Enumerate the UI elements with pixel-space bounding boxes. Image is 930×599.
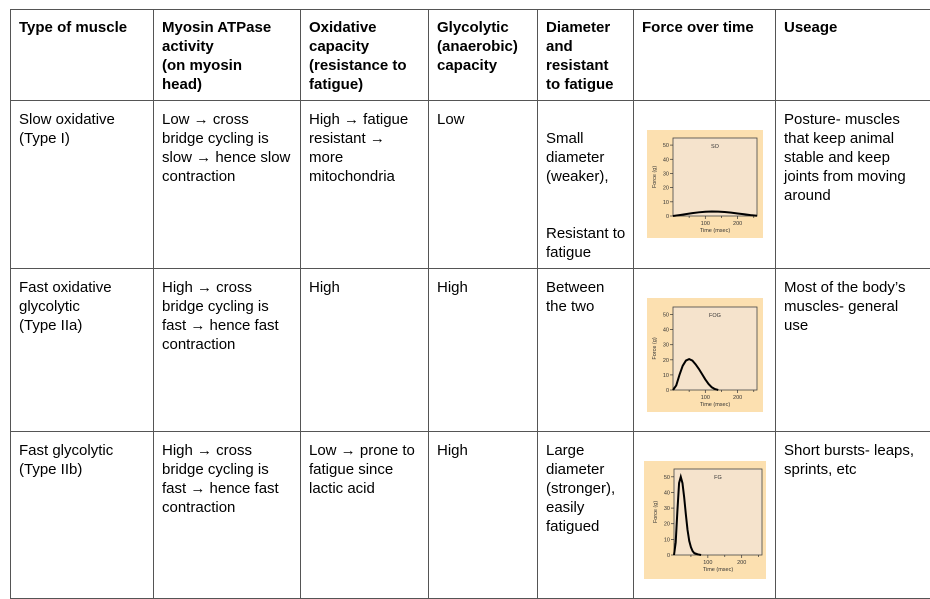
cell-usage: Short bursts- leaps, sprints, etc <box>776 432 930 599</box>
y-tick-label: 0 <box>665 214 668 220</box>
header-type: Type of muscle <box>11 10 154 101</box>
diameter-fatigue: Resistant to fatigue <box>546 225 625 261</box>
cell-type: Fast oxidative glycolytic (Type IIa) <box>11 269 154 432</box>
header-row <box>11 10 930 101</box>
cell-force-graph <box>634 269 776 432</box>
cell-oxidative: Low → prone to fatigue since lactic acid <box>301 432 429 599</box>
series-label: SO <box>711 144 720 150</box>
table-row <box>11 432 930 599</box>
y-tick-label: 50 <box>663 475 669 481</box>
header-atpase: Myosin ATPase activity (on myosin head) <box>154 10 301 101</box>
header-glycolytic: Glycolytic (anaerobic) capacity <box>429 10 538 101</box>
force-graph-so <box>647 130 763 238</box>
plot-area <box>673 307 757 390</box>
y-axis-label: Force (g) <box>653 501 659 523</box>
table-row <box>11 269 930 432</box>
header-oxidative: Oxidative capacity (resistance to fatigue) <box>301 10 429 101</box>
cell-glycolytic: High <box>429 432 538 599</box>
plot-area <box>674 469 762 555</box>
y-tick-label: 40 <box>662 328 668 334</box>
y-tick-label: 20 <box>662 186 668 192</box>
cell-type: Fast glycolytic (Type IIb) <box>11 432 154 599</box>
x-tick-label: 100 <box>703 560 712 566</box>
x-axis-label: Time (msec) <box>699 228 730 234</box>
cell-atpase: High → cross bridge cycling is fast → hence fast contraction <box>154 432 301 599</box>
x-tick-label: 100 <box>700 221 709 227</box>
x-tick-label: 100 <box>700 395 709 401</box>
x-tick-label: 200 <box>737 560 746 566</box>
diameter-size: Small diameter (weaker), <box>546 130 609 185</box>
cell-oxidative: High → fatigue resistant → more mitochondria <box>301 101 429 269</box>
y-tick-label: 30 <box>662 343 668 349</box>
y-tick-label: 50 <box>662 143 668 149</box>
force-graph-fog <box>647 298 763 412</box>
x-axis-label: Time (msec) <box>699 402 730 408</box>
cell-atpase: Low → cross bridge cycling is slow → hence slow contraction <box>154 101 301 269</box>
cell-usage: Most of the body’s muscles- general use <box>776 269 930 432</box>
cell-force-graph <box>634 432 776 599</box>
y-tick-label: 0 <box>665 388 668 394</box>
y-tick-label: 10 <box>663 537 669 543</box>
y-tick-label: 50 <box>662 313 668 319</box>
cell-usage: Posture- muscles that keep animal stable and keep joints from moving around <box>776 101 930 269</box>
y-tick-label: 30 <box>662 171 668 177</box>
muscle-fiber-table <box>10 9 930 599</box>
header-usage: Useage <box>776 10 930 101</box>
cell-diameter <box>538 101 634 269</box>
cell-force-graph <box>634 101 776 269</box>
y-tick-label: 20 <box>663 522 669 528</box>
cell-glycolytic: Low <box>429 101 538 269</box>
cell-diameter: Large diameter (stronger), easily fatigued <box>538 432 634 599</box>
x-axis-label: Time (msec) <box>702 567 733 573</box>
cell-type: Slow oxidative (Type I) <box>11 101 154 269</box>
series-label: FG <box>714 475 722 481</box>
y-tick-label: 40 <box>663 490 669 496</box>
y-axis-label: Force (g) <box>652 337 658 359</box>
y-tick-label: 10 <box>662 200 668 206</box>
series-label: FOG <box>709 313 721 319</box>
y-tick-label: 0 <box>666 553 669 559</box>
y-tick-label: 20 <box>662 358 668 364</box>
table-row <box>11 101 930 269</box>
header-force: Force over time <box>634 10 776 101</box>
y-tick-label: 40 <box>662 157 668 163</box>
cell-atpase: High → cross bridge cycling is fast → hence fast contraction <box>154 269 301 432</box>
cell-diameter: Between the two <box>538 269 634 432</box>
cell-glycolytic: High <box>429 269 538 432</box>
cell-oxidative: High <box>301 269 429 432</box>
y-tick-label: 10 <box>662 373 668 379</box>
header-diameter: Diameter and resistant to fatigue <box>538 10 634 101</box>
x-tick-label: 200 <box>733 221 742 227</box>
force-graph-fg <box>644 461 766 579</box>
x-tick-label: 200 <box>733 395 742 401</box>
y-axis-label: Force (g) <box>652 166 658 188</box>
y-tick-label: 30 <box>663 506 669 512</box>
